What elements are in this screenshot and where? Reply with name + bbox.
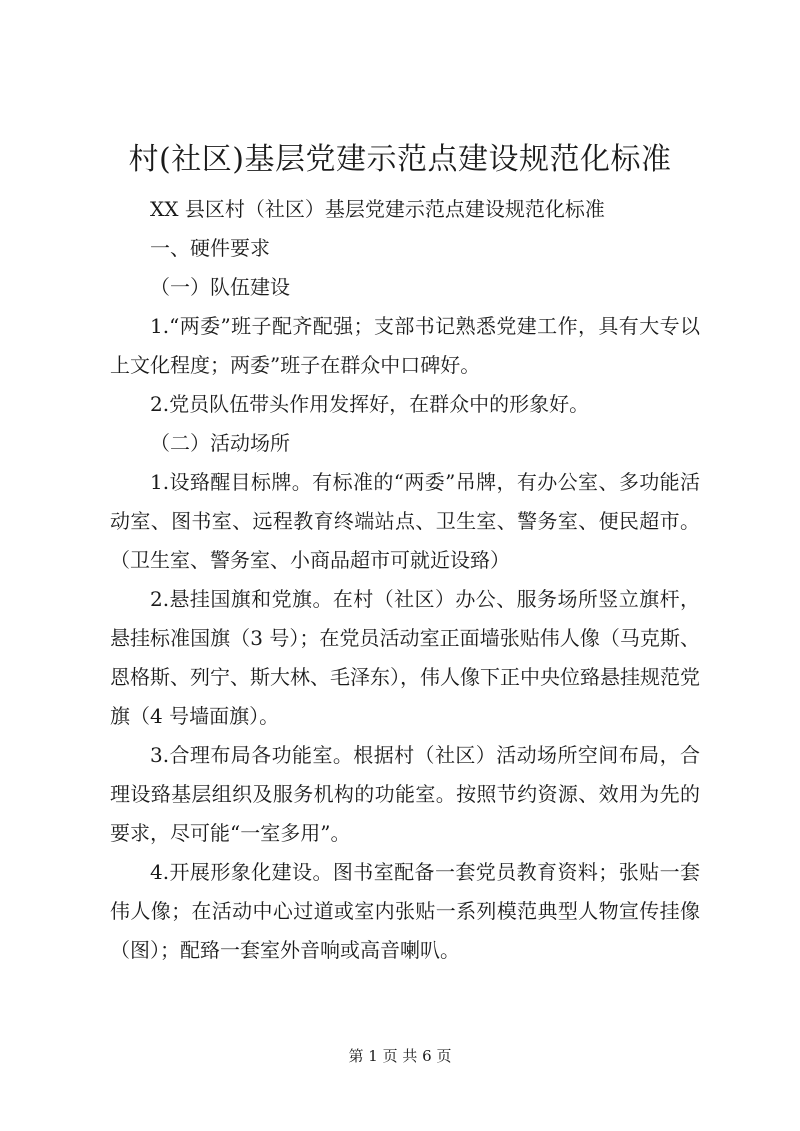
subtitle-paragraph: XX 县区村（社区）基层党建示范点建设规范化标准 [150,197,605,221]
body-paragraph: 3.合理布局各功能室。根据村（社区）活动场所空间布局，合理设臵基层组织及服务机构的功能室。按照节约资源、效用为先的要求，尽可能“一室多用”。 [110,743,700,845]
section-heading: 一、硬件要求 [150,236,270,260]
subsection-heading: （二）活动场所 [150,431,290,455]
document-body [110,190,700,970]
body-paragraph: 1.设臵醒目标牌。有标准的“两委”吊牌，有办公室、多功能活动室、图书室、远程教育终端站点、卫生室、警务室、便民超市。（卫生室、警务室、小商品超市可就近设臵） [110,470,700,572]
body-paragraph: 4.开展形象化建设。图书室配备一套党员教育资料；张贴一套伟人像；在活动中心过道或室内张贴一系列模范典型人物宣传挂像（图）；配臵一套室外音响或高音喇叭。 [110,860,700,962]
body-paragraph: 2.悬挂国旗和党旗。在村（社区）办公、服务场所竖立旗杆，悬挂标准国旗（3 号）；在党员活动室正面墙张贴伟人像（马克斯、恩格斯、列宁、斯大林、毛泽东），伟人像下正中央位臵悬挂规范党旗（4 号墙面旗）。 [110,587,700,728]
body-paragraph: 1.“两委”班子配齐配强；支部书记熟悉党建工作，具有大专以上文化程度；两委”班子在群众中口碑好。 [110,314,700,377]
subsection-heading: （一）队伍建设 [150,275,290,299]
body-paragraph: 2.党员队伍带头作用发挥好，在群众中的形象好。 [150,392,590,416]
document-title: 村(社区)基层党建示范点建设规范化标准 [128,142,672,177]
page-footer: 第 1 页 共 6 页 [348,1047,452,1065]
